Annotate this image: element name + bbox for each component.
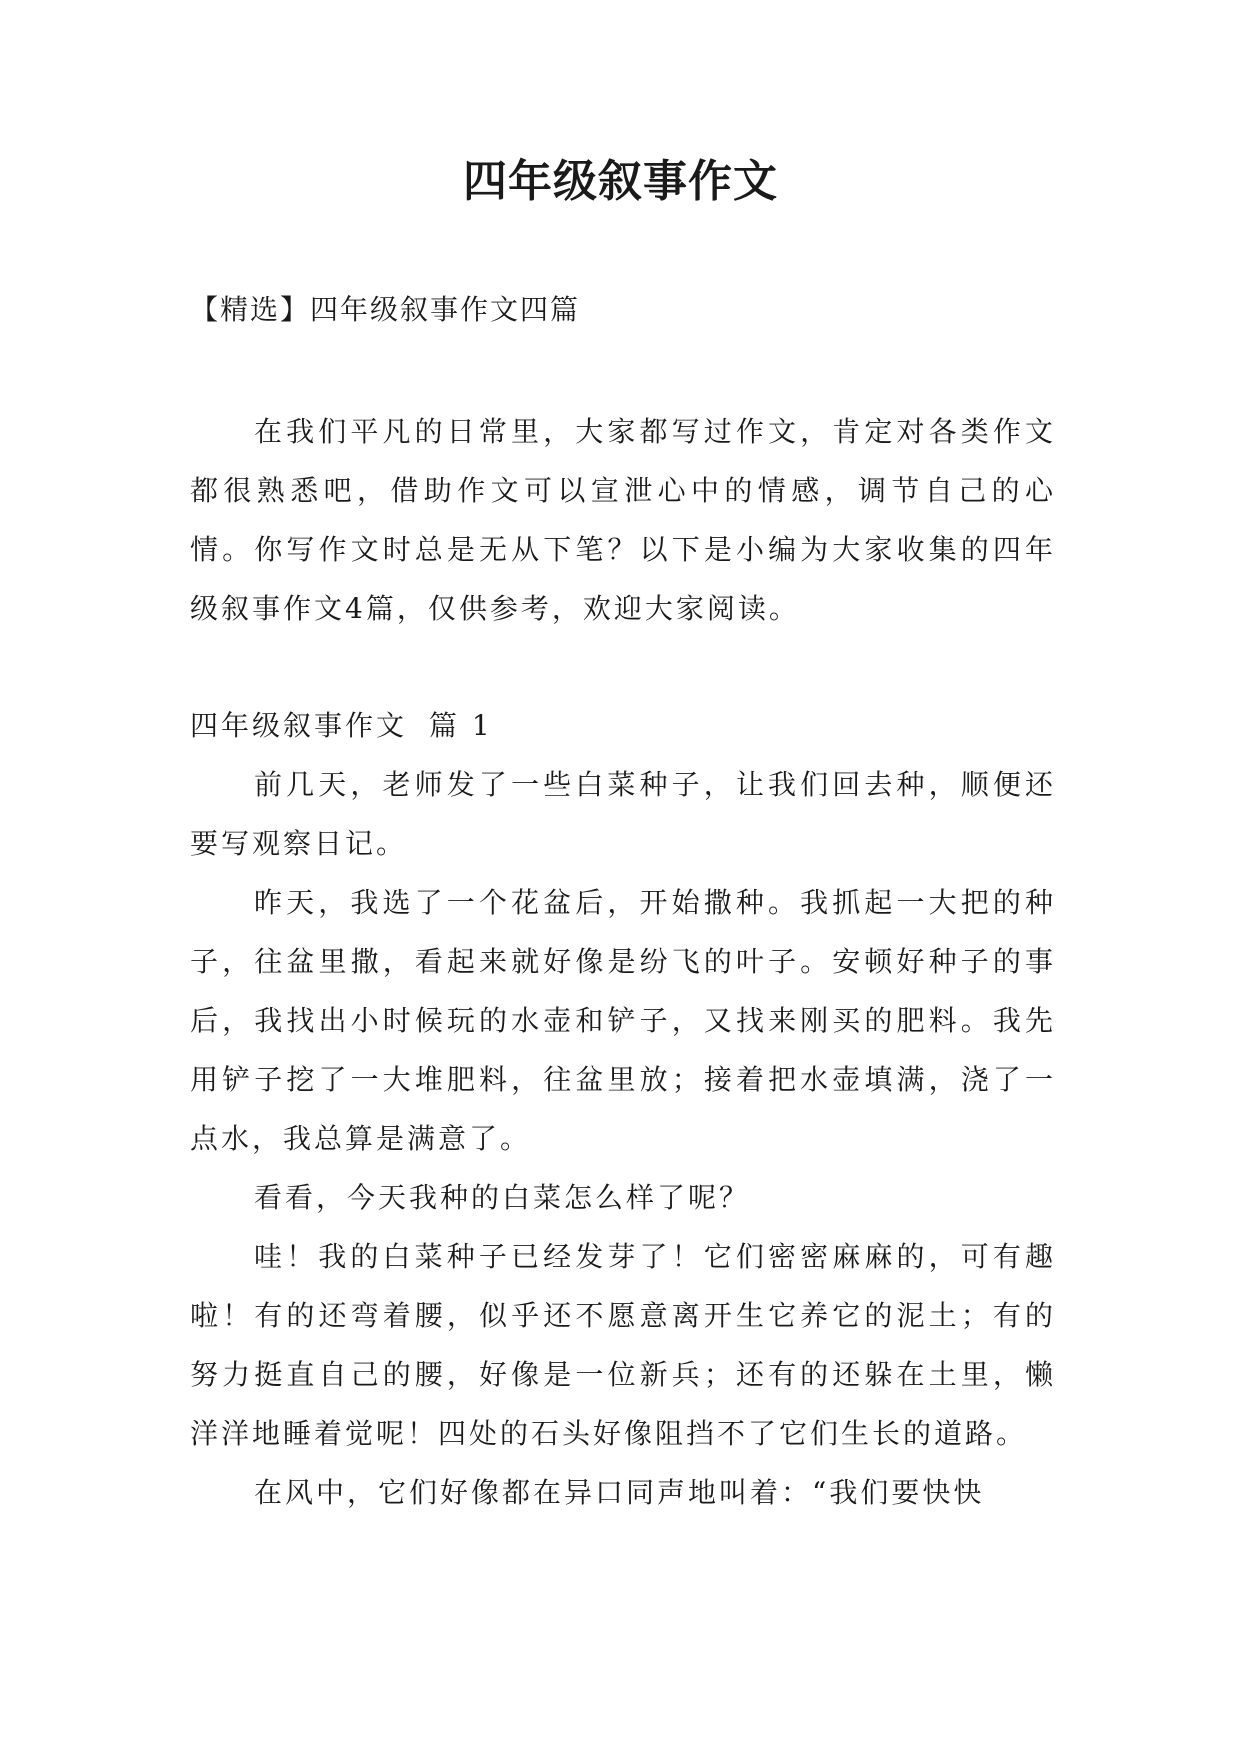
intro-block bbox=[190, 402, 1056, 638]
section-heading bbox=[190, 696, 1056, 755]
document-subtitle: 【精选】四年级叙事作文四篇 bbox=[190, 293, 581, 326]
section-heading-number: 篇 1 bbox=[429, 709, 493, 742]
section-paragraph-4: 哇！我的白菜种子已经发芽了！它们密密麻麻的，可有趣啦！有的还弯着腰，似乎还不愿意离开生它养它的泥土；有的努力挺直自己的腰，好像是一位新兵；还有的还躲在土里，懒洋洋地睡着觉呢！四处的石头好像阻挡不了它们生长的道路。 bbox=[190, 1240, 1056, 1450]
section-paragraph-1: 前几天，老师发了一些白菜种子，让我们回去种，顺便还要写观察日记。 bbox=[190, 768, 1056, 860]
intro-paragraph: 在我们平凡的日常里，大家都写过作文，肯定对各类作文都很熟悉吧，借助作文可以宣泄心中的情感，调节自己的心情。你写作文时总是无从下笔？以下是小编为大家收集的四年级叙事作文4篇，仅供参考，欢迎大家阅读。 bbox=[190, 415, 1056, 625]
section-paragraph-2: 昨天，我选了一个花盆后，开始撒种。我抓起一大把的种子，往盆里撒，看起来就好像是纷飞的叶子。安顿好种子的事后，我找出小时候玩的水壶和铲子，又找来刚买的肥料。我先用铲子挖了一大堆肥料，往盆里放；接着把水壶填满，浇了一点水，我总算是满意了。 bbox=[190, 886, 1056, 1155]
section-paragraph-3: 看看，今天我种的白菜怎么样了呢？ bbox=[254, 1181, 751, 1214]
section-heading-title: 四年级叙事作文 bbox=[190, 709, 408, 742]
document-title: 四年级叙事作文 bbox=[463, 156, 778, 207]
essay-section-1 bbox=[190, 696, 1056, 1522]
section-paragraph-5: 在风中，它们好像都在异口同声地叫着：“我们要快快 bbox=[254, 1476, 985, 1509]
